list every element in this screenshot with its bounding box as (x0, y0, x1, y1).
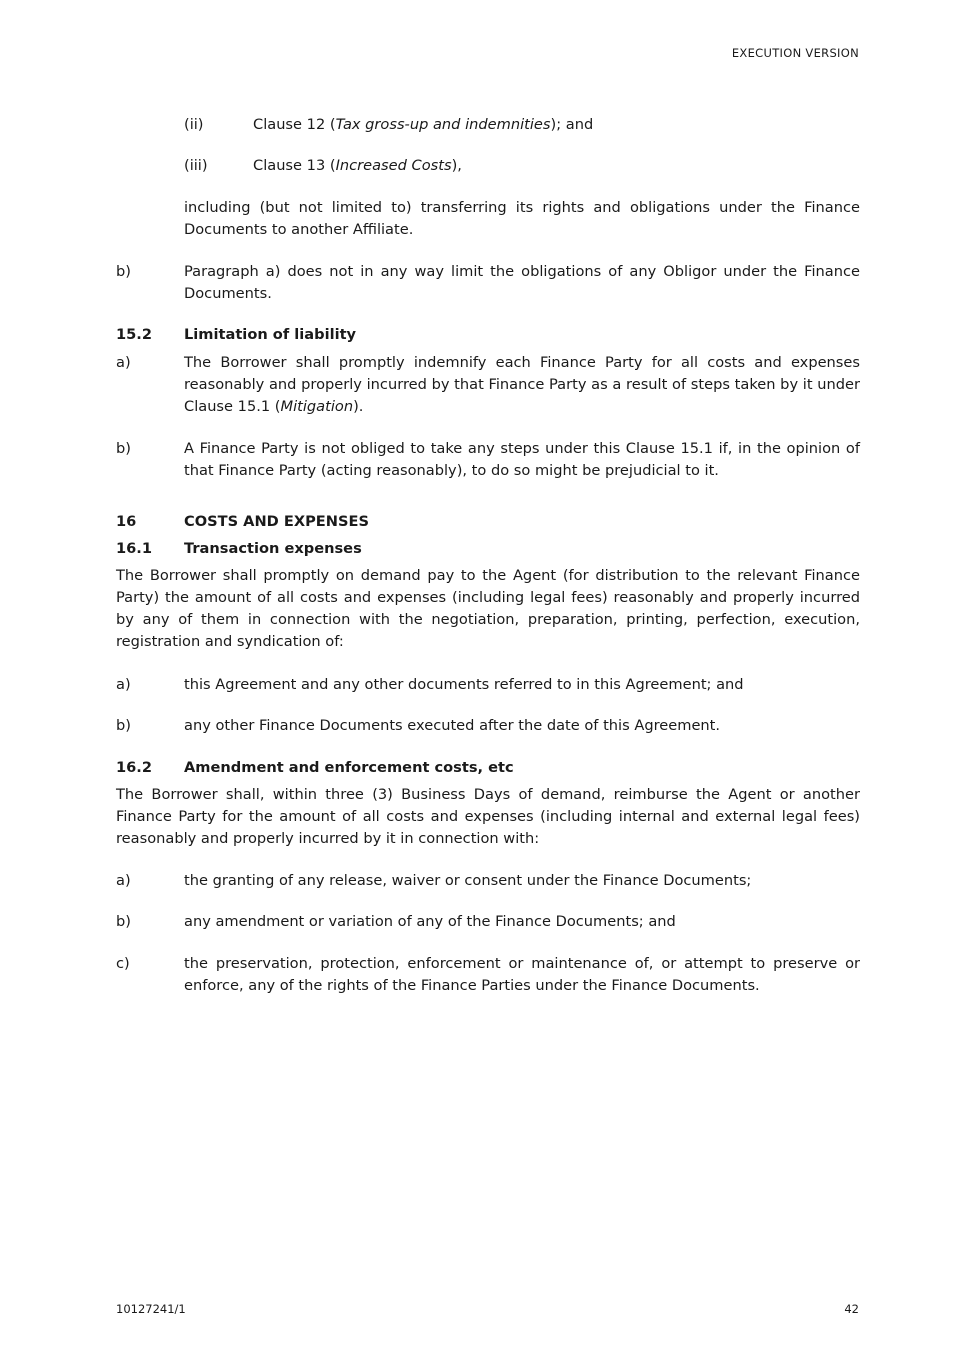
section-number: 16.2 (116, 759, 153, 776)
item-text: this Agreement and any other documents referred to in this Agreement; and (184, 676, 744, 693)
item-label: b) (116, 263, 131, 280)
footer-doc-id: 10127241/1 (116, 1302, 186, 1316)
item-label: b) (116, 913, 131, 930)
item-label: a) (116, 354, 131, 371)
item-text: A Finance Party is not obliged to take any steps under this Clause 15.1 if, in the opinion of that Finance Party (acting reasonably), to do so might be prejudicial to it. (184, 440, 860, 479)
item-text: any other Finance Documents executed after the date of this Agreement. (184, 717, 721, 734)
sub-item-text: Clause 12 (Tax gross-up and indemnities); and (253, 116, 594, 133)
section-title: Transaction expenses (184, 540, 362, 557)
clause-title: COSTS AND EXPENSES (184, 513, 369, 530)
item-label: a) (116, 872, 131, 889)
item-label: b) (116, 440, 131, 457)
sub-item-label: (ii) (184, 116, 204, 133)
item-text: any amendment or variation of any of the Finance Documents; and (184, 913, 676, 930)
header-version: EXECUTION VERSION (731, 46, 859, 60)
footer-page-number: 42 (844, 1302, 859, 1316)
item-text: The Borrower shall promptly indemnify each Finance Party for all costs and expenses reasonably and properly incurred by that Finance Party as a result of steps taken by it under Clause 15.1 (Mitigation). (184, 354, 860, 415)
continuation-paragraph: including (but not limited to) transferring its rights and obligations under the Finance Documents to another Affiliate. (184, 199, 860, 238)
item-text: the granting of any release, waiver or consent under the Finance Documents; (184, 872, 752, 889)
section-number: 15.2 (116, 326, 153, 343)
item-text: the preservation, protection, enforcement or maintenance of, or attempt to preserve or enforce, any of the rights of the Finance Parties under the Finance Documents. (184, 955, 860, 994)
item-text: Paragraph a) does not in any way limit the obligations of any Obligor under the Finance Documents. (184, 263, 860, 302)
section-title: Amendment and enforcement costs, etc (184, 759, 514, 776)
item-label: a) (116, 676, 131, 693)
item-label: c) (116, 955, 130, 972)
sub-item-text: Clause 13 (Increased Costs), (253, 157, 462, 174)
clause-number: 16 (116, 513, 137, 530)
section-number: 16.1 (116, 540, 153, 557)
item-label: b) (116, 717, 131, 734)
sub-item-label: (iii) (184, 157, 208, 174)
section-intro: The Borrower shall promptly on demand pay to the Agent (for distribution to the relevant Finance Party) the amount of all costs and expenses (including legal fees) reasonably and properly incurred by any of them in connection with the negotiation, preparation, printing, perfection, execution, registration and syndication of: (116, 567, 860, 650)
section-intro: The Borrower shall, within three (3) Business Days of demand, reimburse the Agent or another Finance Party for the amount of all costs and expenses (including internal and external legal fees) reasonably and properly incurred by it in connection with: (116, 786, 860, 847)
section-title: Limitation of liability (184, 326, 357, 343)
